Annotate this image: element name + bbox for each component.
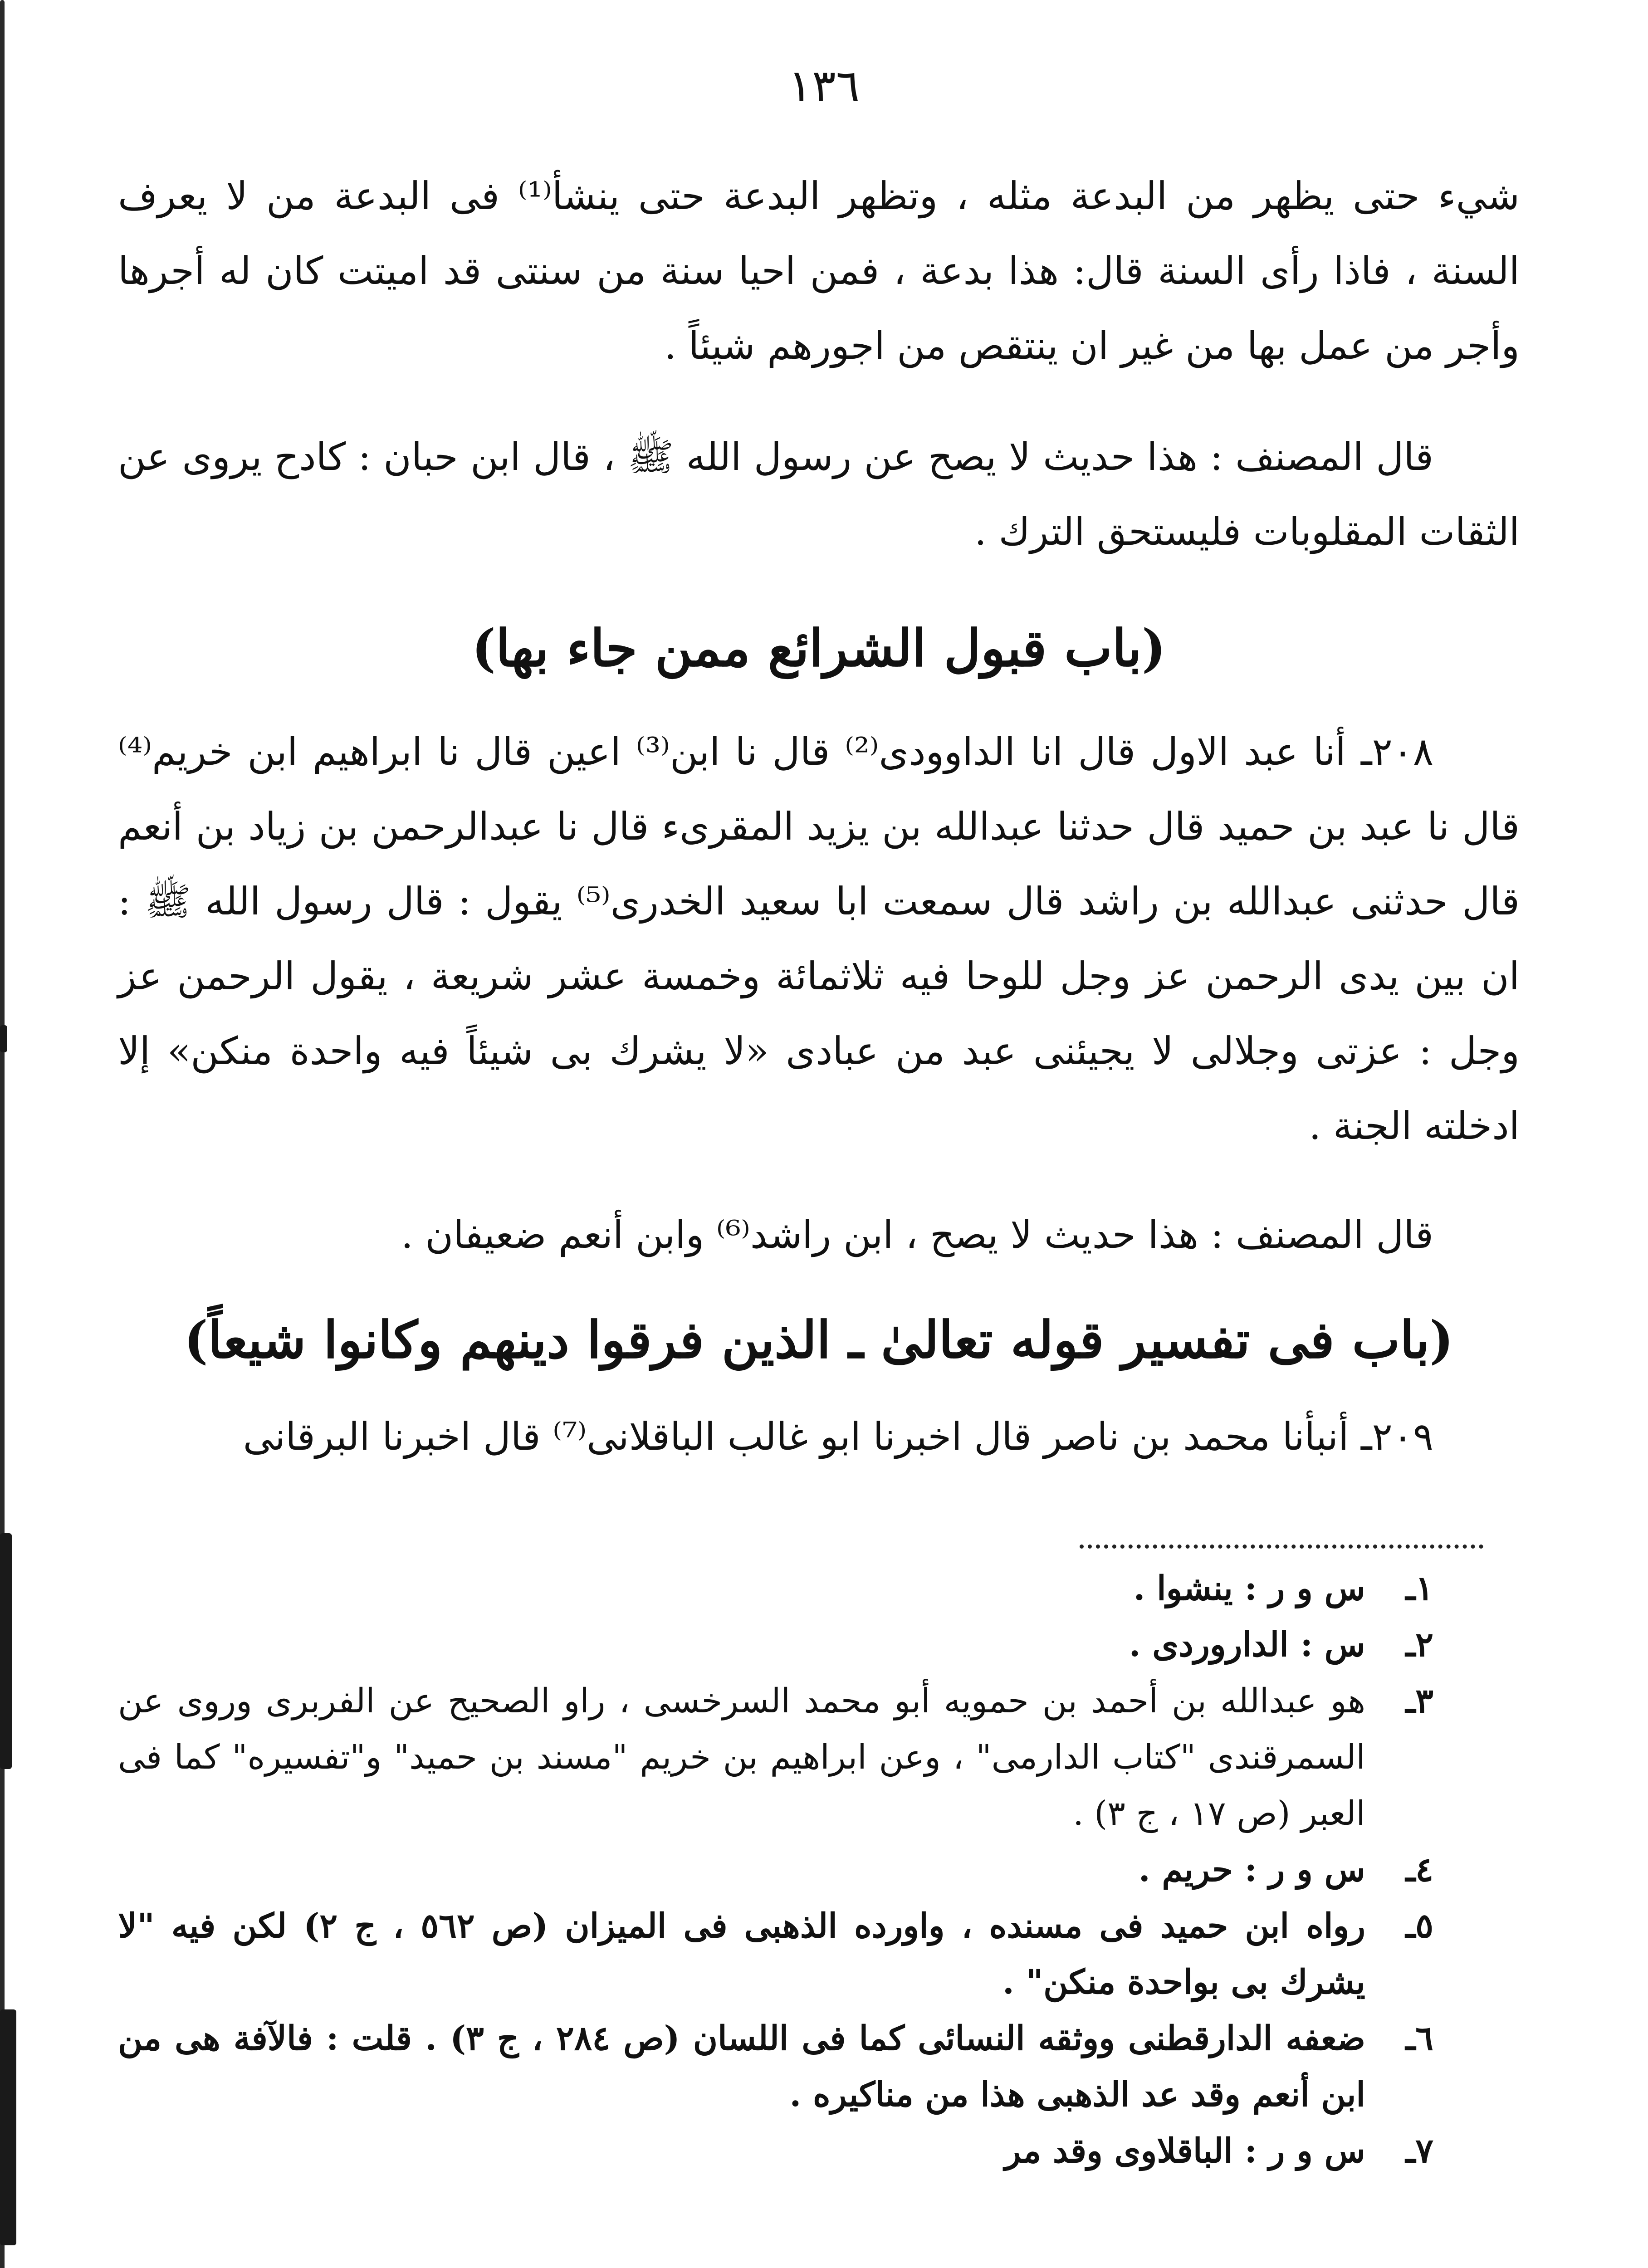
section-heading-tafsir: (باب فى تفسير قوله تعالىٰ ـ الذين فرقوا دينهم وكانوا شيعاً) bbox=[184, 1310, 1454, 1370]
hadith-209: ٢٠٩ـ أنبأنا محمد بن ناصر قال اخبرنا ابو غالب الباقلانى⁽⁷⁾ قال اخبرنا البرقانى bbox=[243, 1414, 1433, 1459]
footnote-text: س و ر : الباقلاوى وقد مر bbox=[1004, 2131, 1365, 2170]
footnotes-list bbox=[118, 1560, 1433, 2179]
footnote-number: ٢ـ bbox=[1405, 1625, 1433, 1664]
footnote-item bbox=[118, 1842, 1433, 1898]
paragraph-continuation: شيء حتى يظهر من البدعة مثله ، وتظهر البدعة حتى ينشأ⁽¹⁾ فى البدعة من لا يعرف السنة ، فاذا رأى السنة قال: هذا بدعة ، فمن احيا سنة من سنتى قد اميتت كان له أجرها وأجر من عمل بها من غير ان ينتقص من اجورهم شيئاً . bbox=[118, 174, 1520, 368]
footnote-item bbox=[118, 1673, 1433, 1842]
hadith-208: ٢٠٨ـ أنا عبد الاول قال انا الداوودى⁽²⁾ قال نا ابن⁽³⁾ اعين قال نا ابراهيم ابن خريم⁽⁴⁾ قال نا عبد بن حميد قال حدثنا عبدالله بن يزيد المقرىء قال نا عبدالرحمن بن زياد بن أنعم قال حدثنى عبدالله بن راشد قال سمعت ابا سعيد الخدرى⁽⁵⁾ يقول : قال رسول الله ﷺ : ان بين يدى الرحمن عز وجل للوحا فيه ثلاثمائة وخمسة عشر شريعة ، يقول الرحمن عز وجل : عزتى وجلالى لا يجيئنى عبد من عبادى «لا يشرك بى شيئاً فيه واحدة منكن» إلا ادخلته الجنة . bbox=[118, 729, 1520, 1148]
paragraph-author-comment-2: قال المصنف : هذا حديث لا يصح ، ابن راشد⁽⁶⁾ وابن أنعم ضعيفان . bbox=[401, 1212, 1433, 1257]
section-heading-accepting-laws: (باب قبول الشرائع ممن جاء بها) bbox=[471, 619, 1166, 678]
footnote-number: ٦ـ bbox=[1405, 2019, 1433, 2058]
binding-mark-upper bbox=[0, 1533, 12, 1769]
footnote-number: ٤ـ bbox=[1405, 1850, 1433, 1889]
binding-mark-lower bbox=[0, 2009, 16, 2245]
footnote-number: ٥ـ bbox=[1405, 1906, 1433, 1945]
footnote-item bbox=[118, 1898, 1433, 2010]
footnote-number: ٧ـ bbox=[1405, 2131, 1433, 2170]
footnote-item bbox=[118, 1560, 1433, 1617]
footnote-text: رواه ابن حميد فى مسنده ، واورده الذهبى فى الميزان (ص ٥٦٢ ، ج ٢) لكن فيه "لا يشرك بى بواحدة منكن" . bbox=[118, 1906, 1365, 2002]
footnote-separator bbox=[1080, 1545, 1483, 1549]
footnote-item bbox=[118, 2123, 1433, 2179]
footnote-number: ١ـ bbox=[1405, 1569, 1433, 1608]
footnote-text: ضعفه الدارقطنى ووثقه النسائى كما فى اللسان (ص ٢٨٤ ، ج ٣) . قلت : فالآفة هى من ابن أنعم وقد عد الذهبى هذا من مناكيره . bbox=[118, 2019, 1365, 2114]
footnote-number: ٣ـ bbox=[1405, 1681, 1433, 1721]
page-edge-shadow bbox=[0, 0, 5, 2268]
footnote-text: س و ر : ينشوا . bbox=[1133, 1569, 1365, 1608]
page-number: ١٣٦ bbox=[788, 60, 860, 112]
binding-mark-small bbox=[0, 1025, 7, 1052]
footnote-text: هو عبدالله بن أحمد بن حمويه أبو محمد السرخسى ، راو الصحيح عن الفربرى وروى عن السمرقندى "كتاب الدارمى" ، وعن ابراهيم بن خريم "مسند بن حميد" و"تفسيره" كما فى العبر (ص ١٧ ، ج ٣) . bbox=[118, 1681, 1365, 1833]
paragraph-author-comment-1: قال المصنف : هذا حديث لا يصح عن رسول الله ﷺ ، قال ابن حبان : كادح يروى عن الثقات المقلوبات فليستحق الترك . bbox=[118, 435, 1520, 554]
footnote-item bbox=[118, 2010, 1433, 2123]
footnote-item bbox=[118, 1617, 1433, 1673]
footnote-text: س و ر : حريم . bbox=[1138, 1850, 1365, 1889]
footnote-text: س : الداروردى . bbox=[1129, 1625, 1365, 1664]
